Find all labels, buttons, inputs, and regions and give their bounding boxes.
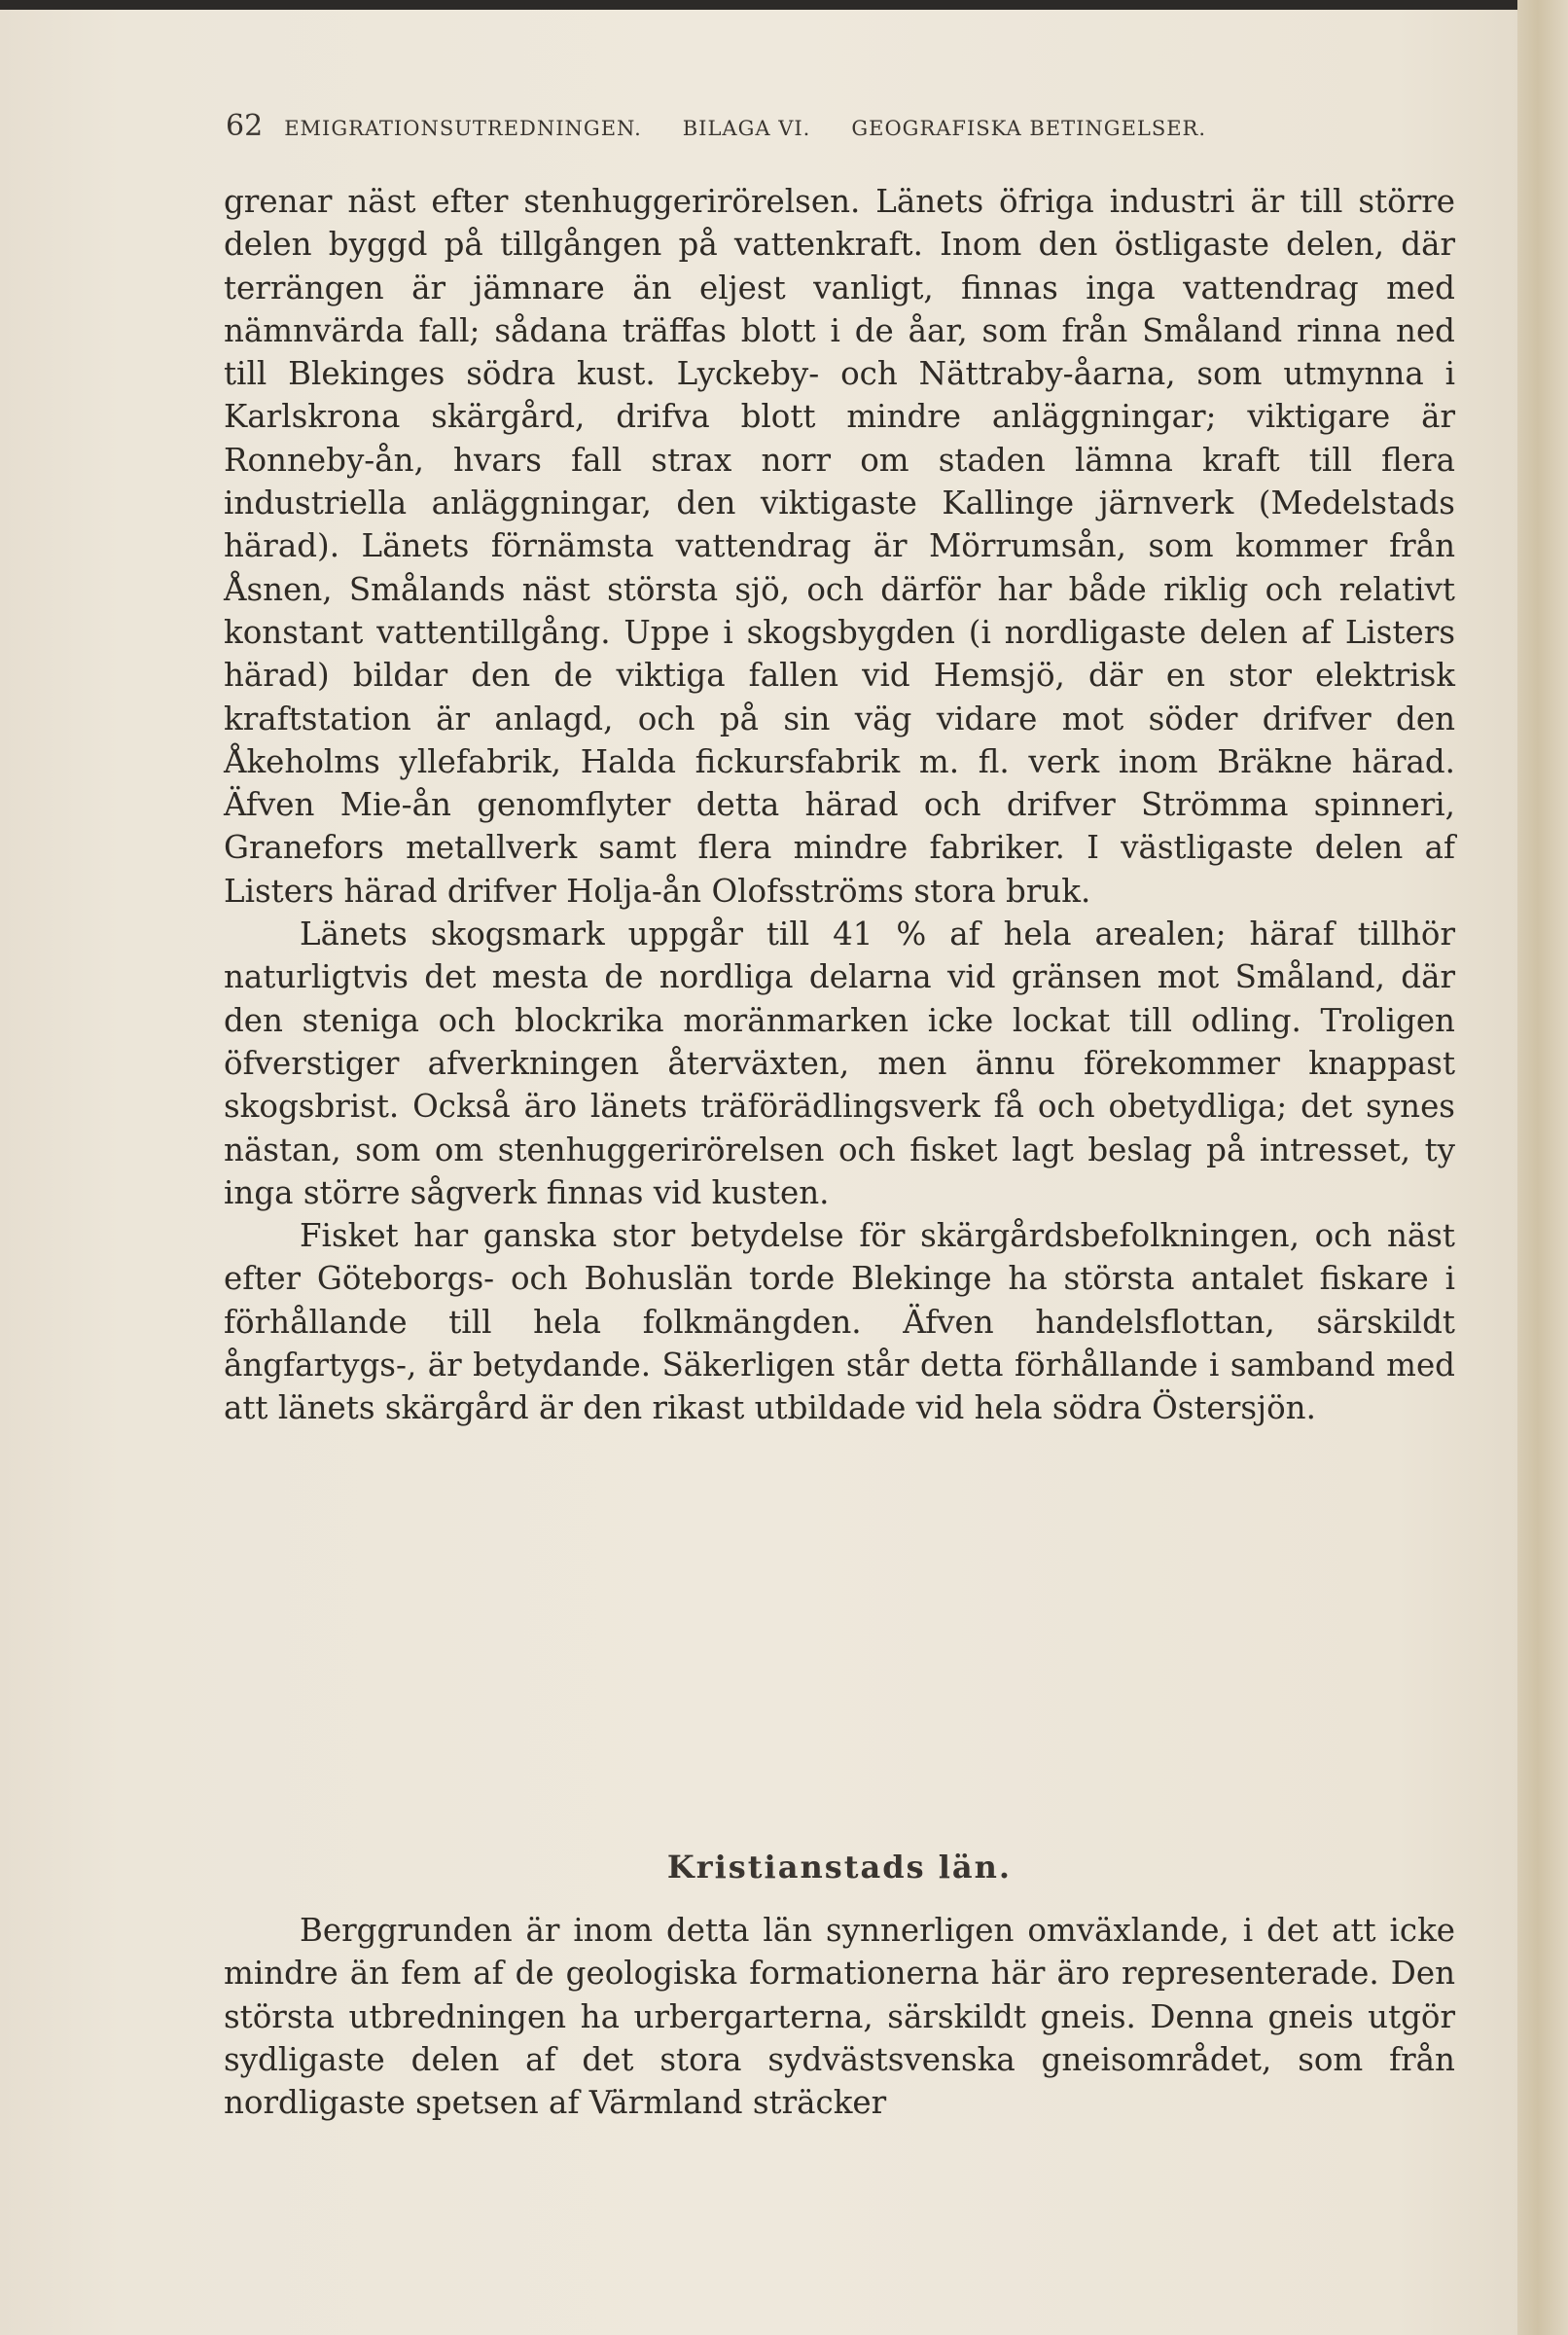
- scan-top-border: [0, 0, 1517, 10]
- page-number: 62: [226, 109, 264, 143]
- running-header: [226, 109, 1453, 148]
- section-text: [224, 1909, 1455, 2124]
- paragraph: Länets skogsmark uppgår till 41 % af hela arealen; häraf tillhör naturligtvis det mesta de nordliga delarna vid gränsen mot Småland, där den steniga och blockrika moränmarken icke lockat till odling. Troligen öfverstiger afverkningen återväxten, men ännu förekommer knappast skogsbrist. Också äro länets träförädlingsverk få och obetydliga; det synes nästan, som om stenhuggerirörelsen och fisket lagt beslag på intresset, ty inga större sågverk finnas vid kusten.: [224, 916, 1455, 1211]
- page-edge: [1517, 0, 1568, 2335]
- paragraph: Berggrunden är inom detta län synnerligen omväxlande, i det att icke mindre än fem af de geologiska formationerna här äro representerade. Den största utbredningen ha urbergarterna, särskildt gneis. Denna gneis utgör sydligaste delen af det stora sydvästsvenska gneisområdet, som från nordligaste spetsen af Värmland sträcker: [224, 1912, 1455, 2122]
- body-text: [224, 180, 1455, 1430]
- header-chapter: GEOGRAFISKA BETINGELSER.: [851, 117, 1207, 140]
- paragraph: grenar näst efter stenhuggerirörelsen. Länets öfriga industri är till större delen byggd på tillgången på vattenkraft. Inom den östligaste delen, där terrängen är jämnare än eljest vanligt, finnas inga vattendrag med nämnvärda fall; sådana träffas blott i de åar, som från Småland rinna ned till Blekinges södra kust. Lyckeby- och Nättraby-åarna, som utmynna i Karlskrona skärgård, drifva blott mindre anläggningar; viktigare är Ronneby-ån, hvars fall strax norr om staden lämna kraft till flera industriella anläggningar, den viktigaste Kallinge järnverk (Medelstads härad). Länets förnämsta vattendrag är Mörrumsån, som kommer från Åsnen, Smålands näst största sjö, och därför har både riklig och relativt konstant vattentillgång. Uppe i skogsbygden (i nordligaste delen af Listers härad) bildar den de viktiga fallen vid Hemsjö, där en stor elektrisk kraftstation är anlagd, och på sin väg vidare mot söder drifver den Åkeholms yllefabrik, Halda fickursfabrik m. fl. verk inom Bräkne härad. Äfven Mie-ån genomflyter detta härad och drifver Strömma spinneri, Granefors metallverk samt flera mindre fabriker. I västligaste delen af Listers härad drifver Holja-ån Olofsströms stora bruk.: [224, 183, 1455, 910]
- section-heading: Kristianstads län.: [666, 1849, 1013, 1886]
- paragraph: Fisket har ganska stor betydelse för skärgårdsbefolkningen, och näst efter Göteborgs- och Bohuslän torde Blekinge ha största antalet fiskare i förhållande till hela folkmängden. Äfven handelsflottan, särskildt ångfartygs-, är betydande. Säkerligen står detta förhållande i samband med att länets skärgård är den rikast utbildade vid hela södra Östersjön.: [224, 1217, 1455, 1427]
- header-appendix: BILAGA VI.: [682, 117, 811, 140]
- header-section: EMIGRATIONSUTREDNINGEN.: [284, 117, 642, 140]
